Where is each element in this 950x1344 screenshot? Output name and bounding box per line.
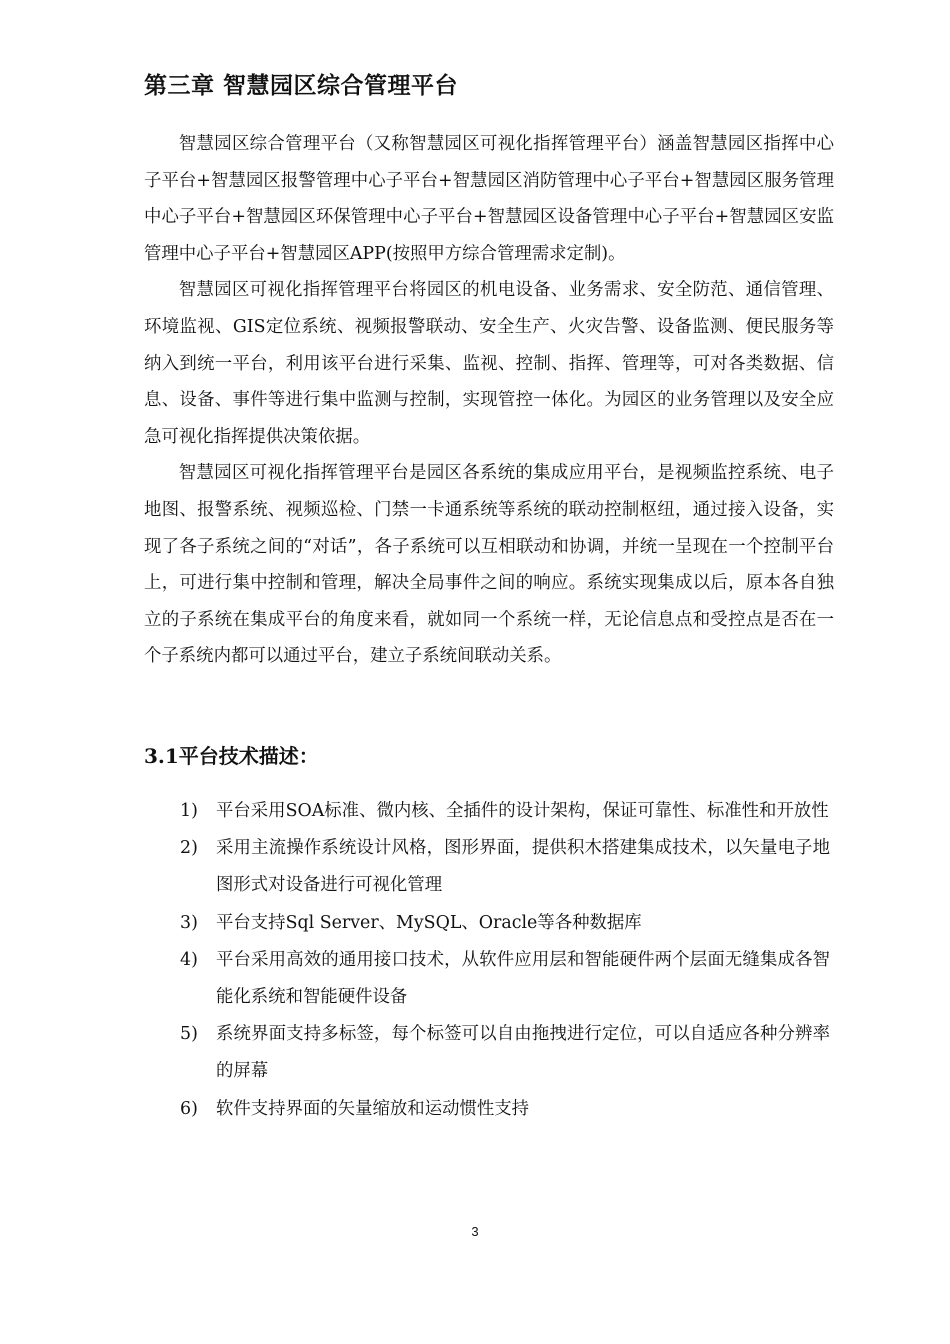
list-item [180, 1091, 830, 1128]
body-text [144, 126, 834, 675]
list-item [180, 942, 830, 1016]
list-item-number: 2) [180, 838, 198, 859]
list-item-text: 软件支持界面的矢量缩放和运动惯性支持 [216, 1098, 530, 1119]
list-item-text: 系统界面支持多标签，每个标签可以自由拖拽进行定位，可以自适应各种分辨率的屏幕 [216, 1024, 830, 1082]
chapter-title: 第三章 智慧园区综合管理平台 [144, 73, 459, 99]
list-item [180, 793, 830, 830]
paragraph: 智慧园区综合管理平台（又称智慧园区可视化指挥管理平台）涵盖智慧园区指挥中心子平台+智慧园区报警管理中心子平台+智慧园区消防管理中心子平台+智慧园区服务管理中心子平台+智慧园区环保管理中心子平台+智慧园区设备管理中心子平台+智慧园区安监管理中心子平台+智慧园区APP(按照甲方综合管理需求定制)。 [144, 134, 834, 264]
list-item [180, 830, 830, 904]
list-item-text: 平台采用高效的通用接口技术，从软件应用层和智能硬件两个层面无缝集成各智能化系统和智能硬件设备 [216, 949, 830, 1008]
section-title: 平台技术描述： [178, 744, 319, 768]
list-item-number: 1) [180, 801, 198, 821]
page-number: 3 [471, 1224, 479, 1239]
section-heading [144, 736, 319, 776]
list-item-text: 采用主流操作系统设计风格，图形界面，提供积木搭建集成技术，以矢量电子地图形式对设备进行可视化管理 [216, 838, 830, 896]
list-item-text: 平台采用SOA标准、微内核、全插件的设计架构，保证可靠性、标准性和开放性 [216, 801, 829, 821]
section-number: 3.1 [144, 744, 179, 768]
paragraph: 智慧园区可视化指挥管理平台将园区的机电设备、业务需求、安全防范、通信管理、环境监视、GIS定位系统、视频报警联动、安全生产、火灾告警、设备监测、便民服务等纳入到统一平台，利用该平台进行采集、监视、控制、指挥、管理等，可对各类数据、信息、设备、事件等进行集中监测与控制，实现管控一体化。为园区的业务管理以及安全应急可视化指挥提供决策依据。 [144, 280, 834, 447]
tech-description-list [180, 793, 830, 1128]
list-item-number: 6) [180, 1098, 198, 1119]
list-item-number: 5) [180, 1024, 198, 1045]
list-item-number: 4) [180, 949, 198, 970]
list-item-text: 平台支持Sql Server、MySQL、Oracle等各种数据库 [216, 912, 642, 933]
list-item-number: 3) [180, 912, 198, 933]
list-item [180, 1016, 830, 1090]
list-item [180, 905, 830, 942]
paragraph: 智慧园区可视化指挥管理平台是园区各系统的集成应用平台，是视频监控系统、电子地图、报警系统、视频巡检、门禁一卡通系统等系统的联动控制枢纽，通过接入设备，实现了各子系统之间的“对话”，各子系统可以互相联动和协调，并统一呈现在一个控制平台上，可进行集中控制和管理，解决全局事件之间的响应。系统实现集成以后，原本各自独立的子系统在集成平台的角度来看，就如同一个系统一样，无论信息点和受控点是否在一个子系统内都可以通过平台，建立子系统间联动关系。 [144, 463, 834, 667]
